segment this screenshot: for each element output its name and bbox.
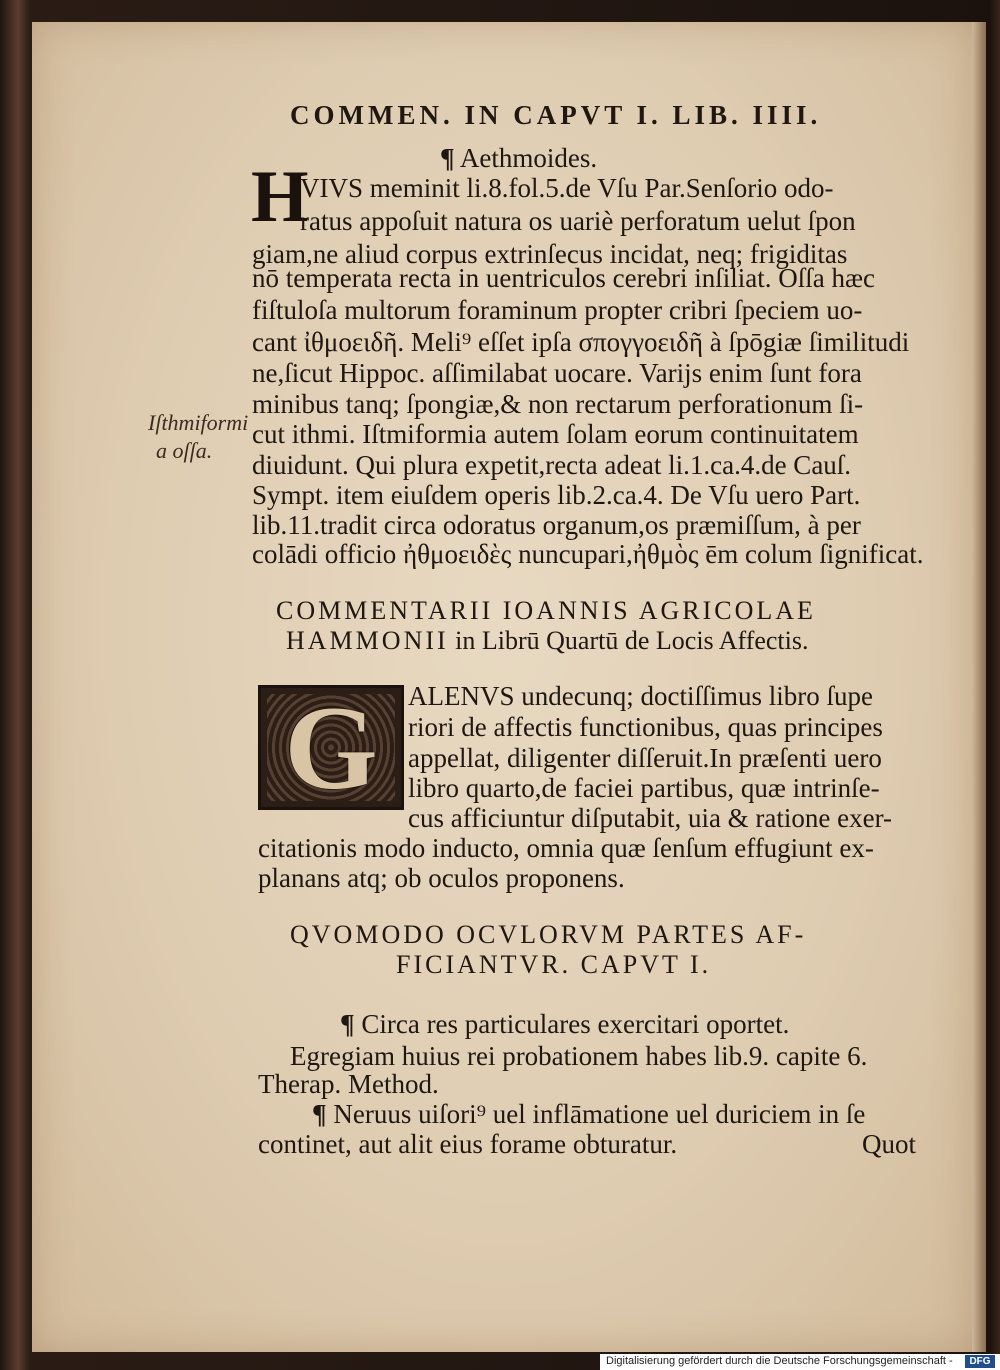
text-line: libro quarto,de faciei partibus, quæ intrinſe- [408, 773, 880, 803]
text-line: minibus tanq; ſpongiæ,& non rectarum perforationum ſi- [252, 389, 864, 419]
paragraph-mark-icon: ¶ [340, 1009, 355, 1039]
margin-note-line: Iſthmiformi [148, 410, 249, 435]
text-line: Therap. Method. [258, 1069, 439, 1099]
text-line [312, 1098, 865, 1131]
dfg-logo: DFG [965, 1355, 995, 1368]
text-line: planans atq; ob oculos proponens. [258, 863, 625, 893]
page-edge [972, 22, 986, 1352]
text-line: ALENVS undecunq; doctiſſimus libro ſupe [408, 681, 873, 711]
paragraph-mark-icon: ¶ [312, 1099, 327, 1129]
paragraph-mark-icon: ¶ [440, 143, 455, 173]
text-line: giam,ne aliud corpus extrinſecus incidat, neq; frigiditas [252, 239, 848, 269]
text-line: lib.11.tradit circa odoratus organum,os præmiſſum, à per [252, 510, 861, 540]
heading-text: Aethmoides. [459, 143, 598, 173]
drop-cap-letter: G [284, 685, 378, 810]
text-line: cant ἰθμοειδῆ. Meli⁹ eſſet ipſa σπογγοειδῆ à ſpōgiæ ſimilitudi [252, 327, 910, 357]
chapter-heading-line2: FICIANTVR. CAPVT I. [396, 950, 712, 979]
drop-cap-h: H [251, 156, 309, 238]
title-caps: HAMMONII [286, 626, 449, 655]
text-line: cus afficiuntur diſputabit, uia & ratione exer- [408, 803, 893, 833]
margin-note-line: a oſſa. [156, 438, 213, 463]
chapter-heading-line1: QVOMODO OCVLORVM PARTES AF- [290, 920, 807, 949]
text-line: diuidunt. Qui plura expetit,recta adeat li.1.ca.4.de Cauſ. [252, 450, 852, 480]
catchword: Quot [862, 1129, 916, 1159]
text-line: ne,ſicut Hippoc. aſſimilabat uocare. Varijs enim ſunt fora [252, 358, 862, 388]
line-text: Circa res particulares exercitari oportet. [361, 1009, 790, 1039]
commentary-title-line2 [286, 626, 809, 656]
text-line: colādi officio ἠθμοειδὲς nuncupari,ἠθμὸς ēm colum ſignificat. [252, 539, 924, 569]
footer-credit: Digitalisierung gefördert durch die Deutsche Forschungsgemeinschaft - [606, 1355, 953, 1367]
text-line: ratus appoſuit natura os uariè perforatum uelut ſpon [300, 206, 856, 236]
text-line: riori de affectis functionibus, quas principes [408, 712, 883, 742]
text-line: Sympt. item eiuſdem operis lib.2.ca.4. De Vſu uero Part. [252, 480, 861, 510]
text-line: appellat, diligenter diſſeruit.In præſenti uero [408, 743, 882, 773]
text-line: continet, aut alit eius forame obturatur. [258, 1129, 678, 1159]
section-heading-aethmoides [440, 142, 597, 175]
text-line: Egregiam huius rei probationem habes lib.9. capite 6. [290, 1041, 868, 1071]
text-line: fiſtuloſa multorum foraminum propter cribri ſpeciem uo- [252, 295, 863, 325]
commentary-title-line1: COMMENTARII IOANNIS AGRICOLAE [276, 596, 816, 625]
text-line: citationis modo inducto, omnia quæ ſenſum effugiunt ex- [258, 833, 874, 863]
running-head: COMMEN. IN CAPVT I. LIB. IIII. [290, 100, 822, 130]
line-text: Neruus uiſori⁹ uel inflāmatione uel duriciem in ſe [333, 1099, 866, 1129]
text-line: VIVS meminit li.8.fol.5.de Vſu Par.Senſorio odo- [300, 173, 834, 203]
title-rest: in Librū Quartū de Locis Affectis. [448, 626, 809, 655]
text-line: cut ithmi. Iſtmiformia autem ſolam eorum continuitatem [252, 419, 859, 449]
decorated-initial-g [258, 685, 404, 810]
text-line [340, 1008, 789, 1041]
text-line: nō temperata recta in uentriculos cerebri inſiliat. Oſſa hæc [252, 263, 876, 293]
